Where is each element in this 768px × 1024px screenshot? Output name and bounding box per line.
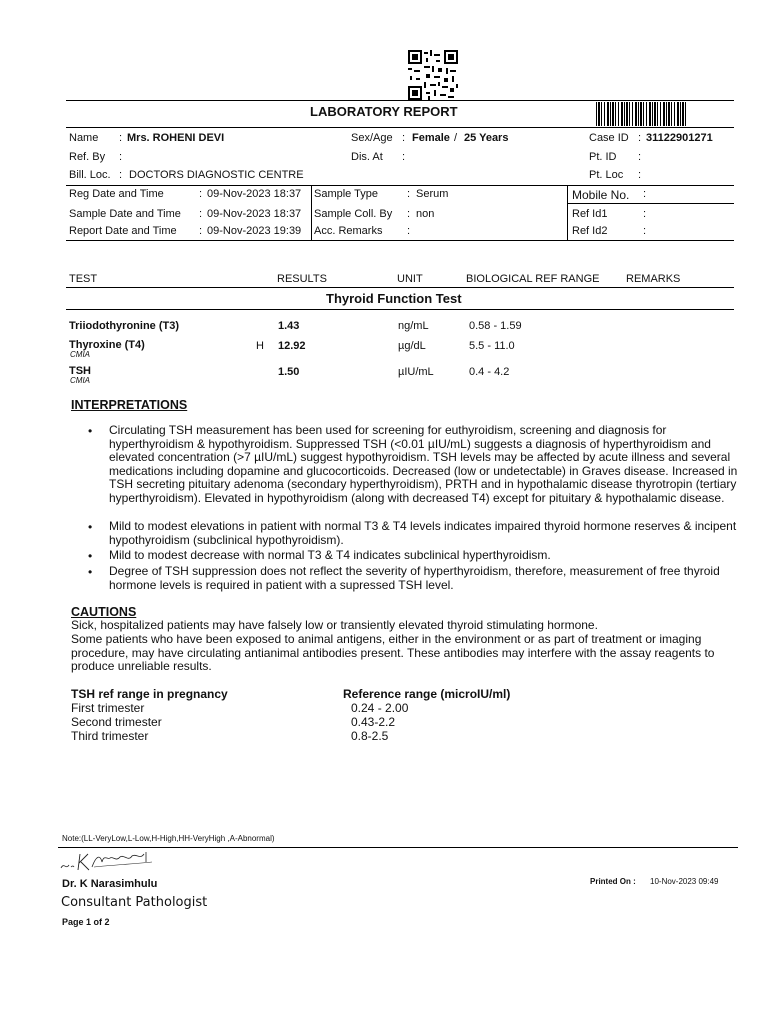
colon: :: [199, 188, 203, 200]
reg-label: Reg Date and Time: [69, 188, 164, 200]
stype-value: Serum: [416, 188, 449, 200]
signature: [58, 848, 158, 874]
flag-note: Note:(LL-VeryLow,L-Low,H-High,HH-VeryHigh ,A-Abnormal): [62, 834, 275, 843]
disat-label: Dis. At: [351, 151, 383, 163]
trimester-label: Third trimester: [71, 729, 149, 743]
patient-age: 25 Years: [464, 132, 509, 144]
bullet: •: [88, 549, 93, 563]
reg-value: 09-Nov-2023 18:37: [207, 188, 302, 200]
patient-sex: Female: [412, 132, 450, 144]
trimester-value: 0.24 - 2.00: [351, 701, 409, 715]
printed-label: Printed On :: [590, 877, 636, 886]
refid1-label: Ref Id1: [572, 208, 608, 220]
bill-location: DOCTORS DIAGNOSTIC CENTRE: [129, 169, 304, 181]
colon: :: [119, 132, 123, 144]
colon: :: [407, 208, 411, 220]
colon: :: [402, 151, 406, 163]
test-method: CMIA: [70, 376, 90, 385]
colon: :: [119, 151, 123, 163]
sample-value: 09-Nov-2023 18:37: [207, 208, 302, 220]
stype-label: Sample Type: [314, 188, 379, 200]
colon: :: [638, 169, 642, 181]
interpretation-item: Mild to modest elevations in patient with normal T3 & T4 levels indicates impaired thyroid hormone reserves & incipent hypothyroidism (subclinical hypothyroidism).: [109, 519, 737, 547]
colon: :: [407, 188, 411, 200]
interpretation-item: Degree of TSH suppression does not reflect the severity of hyperthyroidism, therefore, measurement of free thyroid hormone levels is required in patient with a supressed TSH level.: [109, 564, 720, 592]
barcode: [596, 102, 688, 126]
test-unit: µg/dL: [398, 340, 426, 352]
test-range: 0.4 - 4.2: [469, 366, 510, 378]
doctor-designation: Consultant Pathologist: [61, 895, 208, 910]
colon: :: [199, 208, 203, 220]
colon: :: [638, 151, 642, 163]
test-flag: H: [256, 340, 264, 352]
accrem-label: Acc. Remarks: [314, 225, 383, 237]
caution-text: Some patients who have been exposed to animal antigens, either in the environment or as part of treatment or imaging procedure, may have circulating antianimal antibodies present. These antibodies may interfere with the assay reagents to produce unreliable results.: [71, 632, 715, 673]
page-number: Page 1 of 2: [62, 917, 110, 927]
col-range: BIOLOGICAL REF RANGE: [466, 273, 600, 285]
trimester-value: 0.43-2.2: [351, 715, 396, 729]
sexage-label: Sex/Age: [351, 132, 393, 144]
report-value: 09-Nov-2023 19:39: [207, 225, 302, 237]
report-label: Report Date and Time: [69, 225, 177, 237]
report-title: LABORATORY REPORT: [310, 104, 458, 119]
col-unit: UNIT: [397, 273, 423, 285]
test-unit: ng/mL: [398, 320, 429, 332]
doctor-name: Dr. K Narasimhulu: [62, 878, 158, 890]
bullet: •: [88, 424, 93, 438]
trimester-label: Second trimester: [71, 715, 162, 729]
test-range: 0.58 - 1.59: [469, 320, 522, 332]
colon: :: [199, 225, 203, 237]
patient-name: Mrs. ROHENI DEVI: [127, 132, 225, 144]
cautions-heading: CAUTIONS: [71, 605, 137, 619]
col-test: TEST: [69, 273, 98, 285]
qr-code: [408, 50, 458, 100]
trimester-value: 0.8-2.5: [351, 729, 389, 743]
colon: :: [643, 225, 647, 237]
ptloc-label: Pt. Loc: [589, 169, 624, 181]
sample-label: Sample Date and Time: [69, 208, 181, 220]
test-method: CMIA: [70, 350, 90, 359]
scoll-label: Sample Coll. By: [314, 208, 393, 220]
test-name: Triiodothyronine (T3): [69, 320, 179, 332]
test-result: 1.50: [278, 366, 300, 378]
scoll-value: non: [416, 208, 435, 220]
refid2-label: Ref Id2: [572, 225, 608, 237]
pregnancy-heading: TSH ref range in pregnancy: [71, 687, 228, 701]
interpretations-heading: INTERPRETATIONS: [71, 398, 188, 412]
ptid-label: Pt. ID: [589, 151, 617, 163]
bullet: •: [88, 520, 93, 534]
reference-heading: Reference range (microIU/ml): [343, 687, 511, 701]
printed-value: 10-Nov-2023 09:49: [650, 877, 719, 886]
test-name: Thyroxine (T4): [69, 339, 145, 351]
bullet: •: [88, 565, 93, 579]
colon: :: [643, 188, 647, 200]
slash: /: [454, 132, 458, 144]
colon: :: [407, 225, 411, 237]
interpretation-item: Circulating TSH measurement has been used for screening for euthyroidism, screening and diagnosis for hyperthyroidism & hypothyroidism. Suppressed TSH (<0.01 µIU/mL) suggests a diagnosis of hyperthyroidism and elevated concentration (>7 µIU/mL) suggest hypothyroidism. TSH levels may be affected by acute illness and several medications including dopamine and glucocorticoids. Decreased (low or undetectable) in Graves disease. Increased in TSH secreting pituitary adenoma (secondary hyperthyroidism), PRTH and in hypothalamic disease thyrotropin (tertiary hyperthyroidism). Elevated in hypothyroidism (along with decreased T4) except for pituitary & hypothalamic disease.: [109, 423, 738, 505]
section-title: Thyroid Function Test: [326, 291, 462, 306]
test-name: TSH: [69, 365, 91, 377]
col-results: RESULTS: [277, 273, 327, 285]
billloc-label: Bill. Loc.: [69, 169, 111, 181]
trimester-label: First trimester: [71, 701, 145, 715]
refby-label: Ref. By: [69, 151, 106, 163]
colon: :: [643, 208, 647, 220]
test-result: 12.92: [278, 340, 306, 352]
colon: :: [119, 169, 123, 181]
caution-text: Sick, hospitalized patients may have falsely low or transiently elevated thyroid stimulating hormone.: [71, 618, 598, 632]
mobile-label: Mobile No.: [572, 188, 630, 202]
interpretation-item: Mild to modest decrease with normal T3 & T4 indicates subclinical hyperthyroidism.: [109, 548, 551, 562]
test-range: 5.5 - 11.0: [469, 340, 515, 352]
colon: :: [402, 132, 406, 144]
col-remarks: REMARKS: [626, 273, 681, 285]
caseid-label: Case ID: [589, 132, 629, 144]
name-label: Name: [69, 132, 99, 144]
case-id: 31122901271: [646, 132, 713, 144]
colon: :: [638, 132, 642, 144]
test-result: 1.43: [278, 320, 300, 332]
test-unit: µIU/mL: [398, 366, 434, 378]
